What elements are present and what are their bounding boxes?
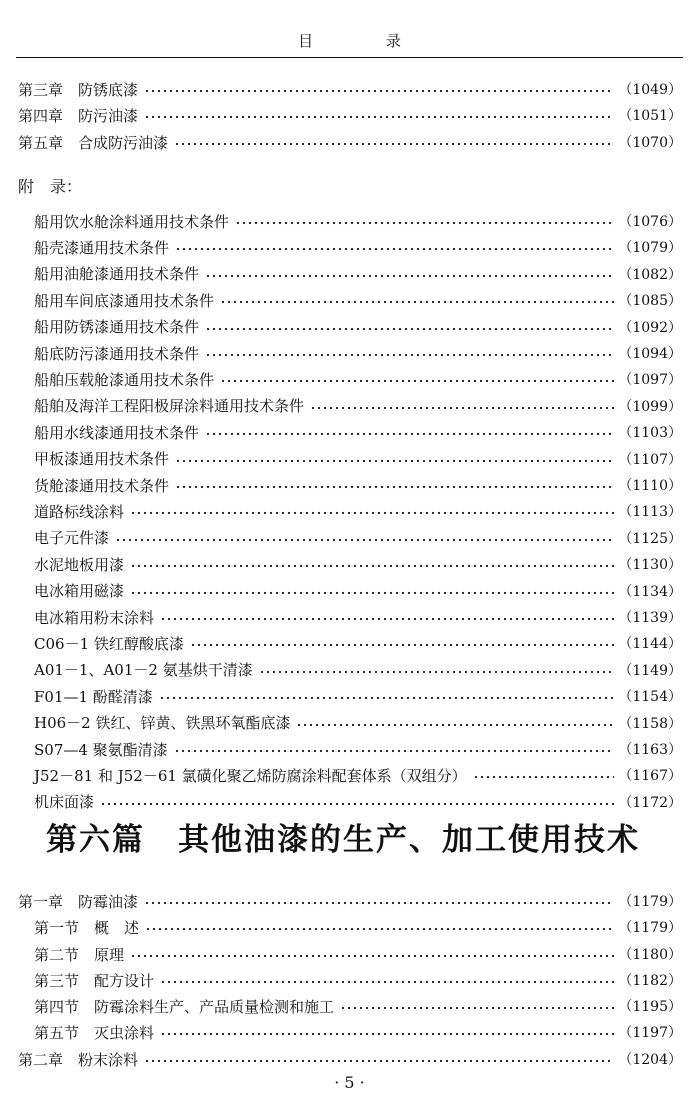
appendix-item-label: 船用车间底漆通用技术条件 (34, 291, 215, 310)
dot-leader (174, 139, 614, 149)
appendix-item-row (34, 448, 682, 470)
appendix-item-page-number: （1163） (618, 742, 682, 758)
dot-leader (130, 508, 614, 518)
appendix-item-row (34, 500, 682, 522)
chapter-label: 第四章 防污油漆 (18, 106, 139, 125)
dot-leader (175, 482, 614, 492)
dot-leader (340, 1003, 614, 1013)
dot-leader (115, 535, 614, 545)
chapter-label: 第三章 防锈底漆 (18, 80, 139, 99)
appendix-item-label: 电子元件漆 (34, 529, 110, 548)
header-rule (16, 57, 683, 58)
appendix-item-row (34, 210, 682, 232)
appendix-item-page-number: （1154） (618, 689, 682, 706)
appendix-item-row (34, 342, 682, 364)
toc-entry-label: 第一节 概 述 (34, 918, 140, 937)
appendix-item-label: 道路标线涂料 (34, 502, 125, 521)
dot-leader (205, 271, 614, 281)
appendix-item-page-number: （1139） (618, 610, 682, 626)
chapter-label: 第五章 合成防污油漆 (18, 133, 169, 152)
toc-entry-page-number: （1197） (618, 1025, 682, 1041)
appendix-item-label: 船用水线漆通用技术条件 (34, 423, 200, 442)
appendix-item-page-number: （1079） (618, 240, 682, 257)
appendix-item-label: 船舶压载舱漆通用技术条件 (34, 370, 215, 389)
appendix-item-page-number: （1097） (618, 372, 682, 389)
header-title: 目 录 (298, 32, 435, 50)
appendix-item-label: 船用油舱漆通用技术条件 (34, 265, 200, 284)
dot-leader (473, 772, 615, 782)
toc-entry-label: 第五节 灭虫涂料 (34, 1023, 155, 1042)
toc-entry-row (18, 1048, 682, 1070)
appendix-item-label: C06－1 铁红醇酸底漆 (34, 634, 184, 653)
appendix-item-label: 船舶及海洋工程阳极屏涂料通用技术条件 (34, 397, 305, 416)
appendix-item-row (34, 236, 682, 258)
dot-leader (160, 1029, 614, 1039)
appendix-item-label: 机床面漆 (34, 793, 95, 812)
appendix-item-row (34, 368, 682, 390)
appendix-item-row (34, 580, 682, 602)
appendix-item-row (34, 606, 682, 628)
appendix-item-row (34, 263, 682, 285)
appendix-item-page-number: （1134） (618, 583, 682, 600)
dot-leader (175, 244, 614, 254)
appendix-heading: 附 录： (18, 177, 83, 196)
appendix-item-label: 电冰箱用磁漆 (34, 582, 125, 601)
toc-entry-row (34, 943, 682, 965)
appendix-item-label: H06－2 铁红、锌黄、铁黑环氧酯底漆 (34, 714, 291, 733)
toc-entry-row (34, 969, 682, 991)
appendix-item-row (34, 659, 682, 681)
appendix-item-page-number: （1082） (618, 266, 682, 283)
appendix-item-label: 船用饮水舱涂料通用技术条件 (34, 212, 230, 231)
toc-entry-row (34, 1021, 682, 1043)
dot-leader (220, 297, 614, 307)
dot-leader (205, 324, 614, 334)
appendix-item-label: 水泥地板用漆 (34, 555, 125, 574)
appendix-item-row (34, 553, 682, 575)
appendix-item-page-number: （1158） (618, 715, 682, 732)
appendix-item-page-number: （1167） (618, 768, 682, 785)
appendix-item-label: J52－81 和 J52－61 氯磺化聚乙烯防腐涂料配套体系（双组分） (34, 766, 467, 785)
toc-entry-label: 第三节 配方设计 (34, 971, 155, 990)
toc-entry-page-number: （1204） (618, 1052, 682, 1068)
dot-leader (160, 977, 614, 987)
dot-leader (190, 640, 614, 650)
appendix-item-row (34, 395, 682, 417)
appendix-item-row (34, 685, 682, 707)
dot-leader (144, 1056, 614, 1066)
appendix-item-page-number: （1130） (618, 557, 682, 574)
dot-leader (220, 376, 614, 386)
appendix-item-label: 电冰箱用粉末涂料 (34, 608, 155, 627)
appendix-item-page-number: （1113） (618, 504, 682, 521)
toc-entry-row (18, 890, 682, 912)
appendix-item-row (34, 632, 682, 654)
appendix-item-label: 船用防锈漆通用技术条件 (34, 318, 200, 337)
appendix-item-page-number: （1085） (618, 293, 682, 310)
dot-leader (159, 693, 615, 703)
dot-leader (130, 588, 614, 598)
dot-leader (100, 799, 614, 809)
appendix-item-page-number: （1094） (618, 346, 682, 362)
dot-leader (310, 403, 614, 413)
page-header (0, 0, 699, 60)
appendix-item-label: A01－1、A01－2 氨基烘干清漆 (34, 661, 253, 680)
appendix-item-label: 货舱漆通用技术条件 (34, 476, 170, 495)
dot-leader (174, 746, 615, 756)
toc-entry-page-number: （1179） (618, 894, 682, 910)
chapter-page-number: （1051） (618, 108, 682, 124)
dot-leader (259, 667, 615, 677)
chapter-row (18, 104, 682, 126)
appendix-item-label: S07—4 聚氨酯清漆 (34, 740, 168, 759)
appendix-item-label: 甲板漆通用技术条件 (34, 450, 170, 469)
dot-leader (144, 86, 614, 96)
dot-leader (144, 112, 614, 122)
toc-entry-page-number: （1180） (618, 947, 682, 963)
toc-entry-row (34, 995, 682, 1017)
dot-leader (205, 350, 614, 360)
appendix-item-page-number: （1172） (618, 794, 682, 811)
appendix-item-row (34, 764, 682, 786)
appendix-item-label: 船底防污漆通用技术条件 (34, 344, 200, 363)
toc-entry-label: 第二章 粉末涂料 (18, 1050, 139, 1069)
chapter-page-number: （1049） (618, 82, 682, 98)
dot-leader (145, 924, 614, 934)
appendix-item-page-number: （1092） (618, 319, 682, 336)
dot-leader (160, 614, 614, 624)
appendix-item-page-number: （1144） (618, 636, 682, 653)
toc-entry-label: 第四节 防霉涂料生产、产品质量检测和施工 (34, 997, 335, 1016)
page-number: · 5 · (334, 1073, 365, 1092)
appendix-item-page-number: （1076） (618, 214, 682, 230)
dot-leader (205, 429, 614, 439)
toc-entry-label: 第二节 原理 (34, 945, 125, 964)
toc-entry-label: 第一章 防霉油漆 (18, 892, 139, 911)
chapter-row (18, 131, 682, 153)
appendix-item-page-number: （1149） (618, 662, 682, 679)
appendix-item-page-number: （1099） (618, 398, 682, 415)
appendix-item-page-number: （1107） (618, 451, 682, 468)
dot-leader (130, 951, 614, 961)
dot-leader (235, 218, 614, 228)
toc-entry-page-number: （1195） (618, 999, 682, 1015)
appendix-item-row (34, 316, 682, 338)
appendix-item-page-number: （1103） (618, 425, 682, 442)
appendix-item-row (34, 791, 682, 813)
appendix-item-row (34, 738, 682, 760)
appendix-item-row (34, 474, 682, 496)
dot-leader (130, 561, 614, 571)
appendix-item-row (34, 421, 682, 443)
appendix-item-row (34, 712, 682, 734)
appendix-item-row (34, 289, 682, 311)
dot-leader (296, 720, 614, 730)
appendix-item-page-number: （1110） (618, 478, 682, 494)
chapter-page-number: （1070） (618, 135, 682, 151)
toc-entry-page-number: （1179） (618, 920, 682, 936)
appendix-item-label: 船壳漆通用技术条件 (34, 238, 170, 257)
dot-leader (144, 898, 614, 908)
appendix-item-label: F01—1 酚醛清漆 (34, 687, 153, 706)
dot-leader (175, 456, 614, 466)
part-heading: 第六篇 其他油漆的生产、加工使用技术 (46, 822, 640, 858)
appendix-item-page-number: （1125） (618, 530, 682, 547)
chapter-row (18, 78, 682, 100)
toc-entry-row (34, 916, 682, 938)
appendix-item-row (34, 527, 682, 549)
toc-entry-page-number: （1182） (618, 973, 682, 989)
